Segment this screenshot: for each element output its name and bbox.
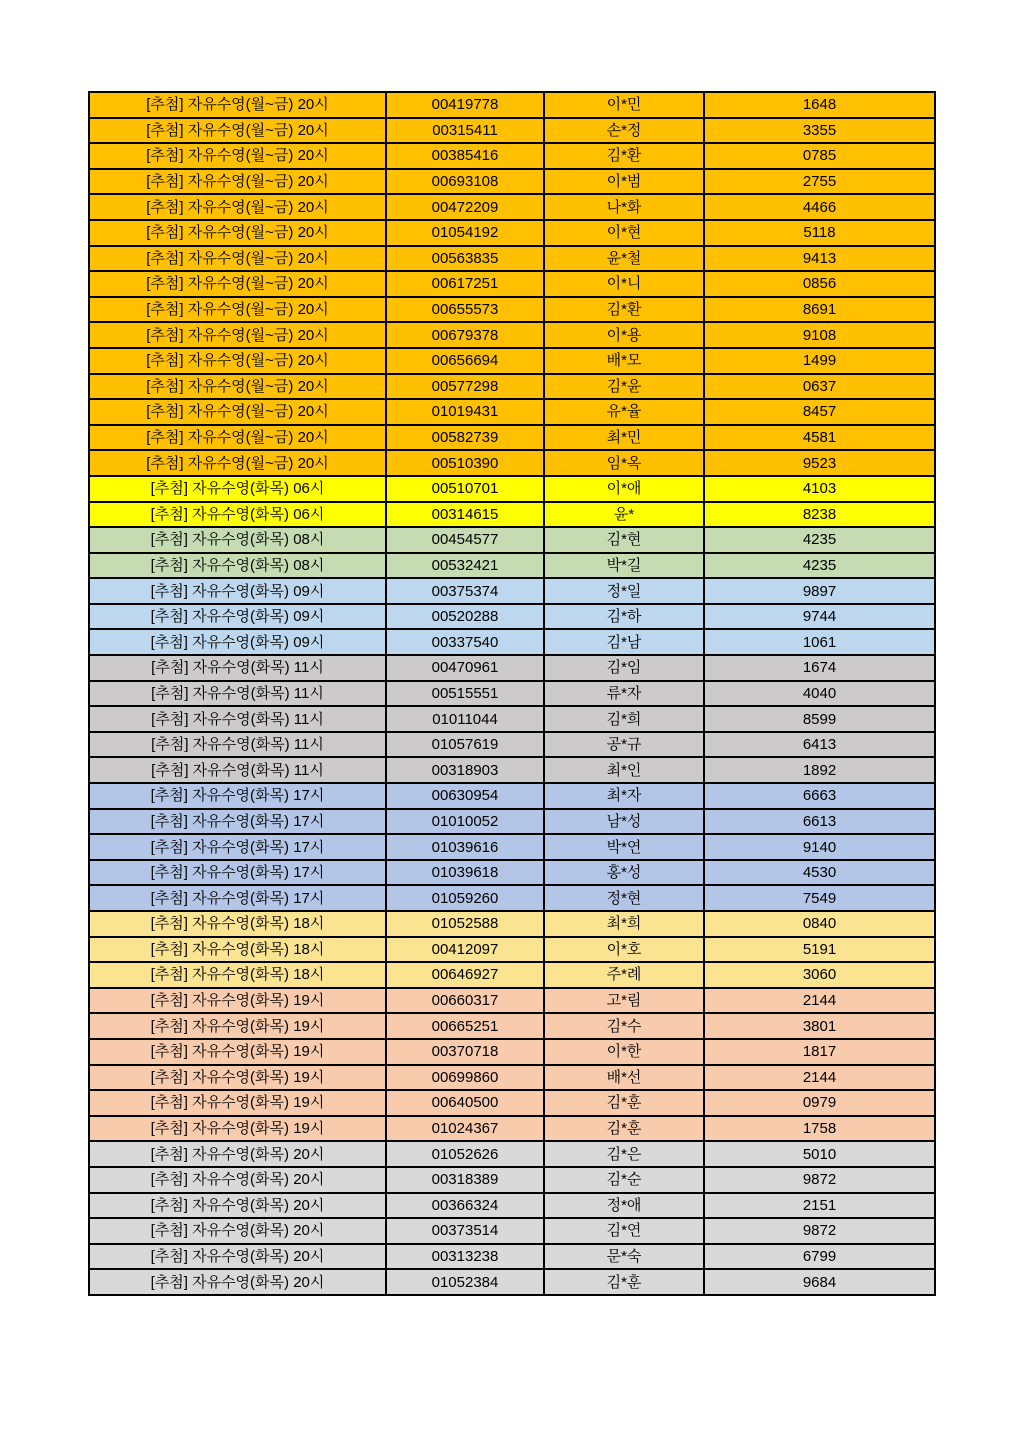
member-id-cell: 00660317 <box>386 988 544 1014</box>
name-cell: 류*자 <box>544 681 704 707</box>
code-cell: 8599 <box>704 706 935 732</box>
member-id-cell: 01052384 <box>386 1269 544 1295</box>
program-cell: [추첨] 자유수영(화목) 19시 <box>89 1013 386 1039</box>
program-cell: [추첨] 자유수영(화목) 11시 <box>89 655 386 681</box>
name-cell: 이*용 <box>544 322 704 348</box>
program-cell: [추첨] 자유수영(월~금) 20시 <box>89 399 386 425</box>
program-cell: [추첨] 자유수영(월~금) 20시 <box>89 118 386 144</box>
program-cell: [추첨] 자유수영(월~금) 20시 <box>89 348 386 374</box>
member-id-cell: 01059260 <box>386 885 544 911</box>
member-id-cell: 01011044 <box>386 706 544 732</box>
table-row <box>89 1244 935 1270</box>
name-cell: 김*은 <box>544 1141 704 1167</box>
code-cell: 2144 <box>704 988 935 1014</box>
name-cell: 김*희 <box>544 706 704 732</box>
program-cell: [추첨] 자유수영(화목) 08시 <box>89 527 386 553</box>
program-cell: [추첨] 자유수영(화목) 11시 <box>89 732 386 758</box>
table-row <box>89 322 935 348</box>
table-row <box>89 348 935 374</box>
name-cell: 손*정 <box>544 118 704 144</box>
member-id-cell: 00370718 <box>386 1039 544 1065</box>
member-id-cell: 00520288 <box>386 604 544 630</box>
name-cell: 김*훈 <box>544 1116 704 1142</box>
name-cell: 최*인 <box>544 757 704 783</box>
name-cell: 이*니 <box>544 271 704 297</box>
program-cell: [추첨] 자유수영(화목) 20시 <box>89 1193 386 1219</box>
name-cell: 윤*철 <box>544 246 704 272</box>
program-cell: [추첨] 자유수영(화목) 19시 <box>89 1116 386 1142</box>
table-row <box>89 834 935 860</box>
member-id-cell: 01039616 <box>386 834 544 860</box>
name-cell: 남*성 <box>544 809 704 835</box>
table-row <box>89 553 935 579</box>
code-cell: 3060 <box>704 962 935 988</box>
program-cell: [추첨] 자유수영(화목) 18시 <box>89 937 386 963</box>
table-row <box>89 92 935 118</box>
name-cell: 김*현 <box>544 527 704 553</box>
name-cell: 김*수 <box>544 1013 704 1039</box>
table-row <box>89 655 935 681</box>
table-row <box>89 425 935 451</box>
name-cell: 유*율 <box>544 399 704 425</box>
program-cell: [추첨] 자유수영(화목) 11시 <box>89 757 386 783</box>
table-row <box>89 937 935 963</box>
program-cell: [추첨] 자유수영(월~금) 20시 <box>89 450 386 476</box>
member-id-cell: 01052588 <box>386 911 544 937</box>
member-id-cell: 00665251 <box>386 1013 544 1039</box>
program-cell: [추첨] 자유수영(월~금) 20시 <box>89 143 386 169</box>
member-id-cell: 00375374 <box>386 578 544 604</box>
member-id-cell: 00699860 <box>386 1065 544 1091</box>
program-cell: [추첨] 자유수영(화목) 20시 <box>89 1141 386 1167</box>
code-cell: 9684 <box>704 1269 935 1295</box>
member-id-cell: 01054192 <box>386 220 544 246</box>
member-id-cell: 00563835 <box>386 246 544 272</box>
program-cell: [추첨] 자유수영(화목) 06시 <box>89 476 386 502</box>
member-id-cell: 00454577 <box>386 527 544 553</box>
code-cell: 1892 <box>704 757 935 783</box>
code-cell: 0856 <box>704 271 935 297</box>
name-cell: 고*림 <box>544 988 704 1014</box>
code-cell: 4581 <box>704 425 935 451</box>
code-cell: 9744 <box>704 604 935 630</box>
table-row <box>89 476 935 502</box>
name-cell: 박*연 <box>544 834 704 860</box>
table-row <box>89 962 935 988</box>
code-cell: 9872 <box>704 1218 935 1244</box>
table-row <box>89 783 935 809</box>
name-cell: 문*숙 <box>544 1244 704 1270</box>
code-cell: 9523 <box>704 450 935 476</box>
member-id-cell: 01057619 <box>386 732 544 758</box>
name-cell: 김*환 <box>544 297 704 323</box>
table-row <box>89 757 935 783</box>
code-cell: 9872 <box>704 1167 935 1193</box>
member-id-cell: 00693108 <box>386 169 544 195</box>
program-cell: [추첨] 자유수영(화목) 11시 <box>89 681 386 707</box>
name-cell: 정*현 <box>544 885 704 911</box>
member-id-cell: 00419778 <box>386 92 544 118</box>
table-row <box>89 399 935 425</box>
table-row <box>89 604 935 630</box>
name-cell: 주*례 <box>544 962 704 988</box>
member-id-cell: 01052626 <box>386 1141 544 1167</box>
code-cell: 5118 <box>704 220 935 246</box>
member-id-cell: 00373514 <box>386 1218 544 1244</box>
table-row <box>89 629 935 655</box>
member-id-cell: 01010052 <box>386 809 544 835</box>
code-cell: 4235 <box>704 553 935 579</box>
table-row <box>89 450 935 476</box>
code-cell: 2151 <box>704 1193 935 1219</box>
table-row <box>89 860 935 886</box>
member-id-cell: 00582739 <box>386 425 544 451</box>
table-row <box>89 1090 935 1116</box>
code-cell: 6613 <box>704 809 935 835</box>
table-row <box>89 271 935 297</box>
name-cell: 김*환 <box>544 143 704 169</box>
code-cell: 6663 <box>704 783 935 809</box>
program-cell: [추첨] 자유수영(화목) 17시 <box>89 885 386 911</box>
name-cell: 박*길 <box>544 553 704 579</box>
program-cell: [추첨] 자유수영(월~금) 20시 <box>89 92 386 118</box>
member-id-cell: 00313238 <box>386 1244 544 1270</box>
table-row <box>89 220 935 246</box>
code-cell: 3355 <box>704 118 935 144</box>
name-cell: 김*연 <box>544 1218 704 1244</box>
name-cell: 최*희 <box>544 911 704 937</box>
name-cell: 이*애 <box>544 476 704 502</box>
name-cell: 정*일 <box>544 578 704 604</box>
program-cell: [추첨] 자유수영(화목) 19시 <box>89 1090 386 1116</box>
name-cell: 이*한 <box>544 1039 704 1065</box>
program-cell: [추첨] 자유수영(화목) 17시 <box>89 809 386 835</box>
name-cell: 윤* <box>544 502 704 528</box>
program-cell: [추첨] 자유수영(화목) 19시 <box>89 1065 386 1091</box>
table-row <box>89 988 935 1014</box>
member-id-cell: 00515551 <box>386 681 544 707</box>
table-row <box>89 169 935 195</box>
member-id-cell: 00510701 <box>386 476 544 502</box>
code-cell: 9140 <box>704 834 935 860</box>
program-cell: [추첨] 자유수영(화목) 18시 <box>89 911 386 937</box>
name-cell: 최*민 <box>544 425 704 451</box>
program-cell: [추첨] 자유수영(월~금) 20시 <box>89 297 386 323</box>
name-cell: 임*옥 <box>544 450 704 476</box>
table-row <box>89 1141 935 1167</box>
member-id-cell: 00646927 <box>386 962 544 988</box>
table-row <box>89 1013 935 1039</box>
code-cell: 1061 <box>704 629 935 655</box>
program-cell: [추첨] 자유수영(월~금) 20시 <box>89 271 386 297</box>
name-cell: 배*선 <box>544 1065 704 1091</box>
table-row <box>89 1065 935 1091</box>
program-cell: [추첨] 자유수영(화목) 17시 <box>89 860 386 886</box>
code-cell: 2144 <box>704 1065 935 1091</box>
table-row <box>89 527 935 553</box>
table-row <box>89 1193 935 1219</box>
name-cell: 홍*성 <box>544 860 704 886</box>
code-cell: 1817 <box>704 1039 935 1065</box>
name-cell: 공*규 <box>544 732 704 758</box>
program-cell: [추첨] 자유수영(화목) 19시 <box>89 1039 386 1065</box>
code-cell: 1648 <box>704 92 935 118</box>
code-cell: 2755 <box>704 169 935 195</box>
table-row <box>89 374 935 400</box>
member-id-cell: 00656694 <box>386 348 544 374</box>
name-cell: 이*현 <box>544 220 704 246</box>
member-id-cell: 00366324 <box>386 1193 544 1219</box>
code-cell: 3801 <box>704 1013 935 1039</box>
program-cell: [추첨] 자유수영(월~금) 20시 <box>89 220 386 246</box>
code-cell: 1674 <box>704 655 935 681</box>
member-id-cell: 00385416 <box>386 143 544 169</box>
table-row <box>89 194 935 220</box>
member-id-cell: 00510390 <box>386 450 544 476</box>
name-cell: 김*훈 <box>544 1090 704 1116</box>
code-cell: 4466 <box>704 194 935 220</box>
program-cell: [추첨] 자유수영(월~금) 20시 <box>89 246 386 272</box>
code-cell: 1499 <box>704 348 935 374</box>
table-row <box>89 1116 935 1142</box>
member-id-cell: 01039618 <box>386 860 544 886</box>
name-cell: 배*모 <box>544 348 704 374</box>
member-id-cell: 00318389 <box>386 1167 544 1193</box>
program-cell: [추첨] 자유수영(화목) 18시 <box>89 962 386 988</box>
name-cell: 이*범 <box>544 169 704 195</box>
member-id-cell: 00472209 <box>386 194 544 220</box>
program-cell: [추첨] 자유수영(화목) 20시 <box>89 1167 386 1193</box>
code-cell: 8238 <box>704 502 935 528</box>
lottery-results-table <box>88 91 936 1296</box>
table-row <box>89 911 935 937</box>
program-cell: [추첨] 자유수영(화목) 17시 <box>89 834 386 860</box>
member-id-cell: 00532421 <box>386 553 544 579</box>
code-cell: 8691 <box>704 297 935 323</box>
program-cell: [추첨] 자유수영(화목) 09시 <box>89 578 386 604</box>
code-cell: 0637 <box>704 374 935 400</box>
program-cell: [추첨] 자유수영(화목) 11시 <box>89 706 386 732</box>
program-cell: [추첨] 자유수영(월~금) 20시 <box>89 322 386 348</box>
program-cell: [추첨] 자유수영(화목) 20시 <box>89 1269 386 1295</box>
code-cell: 6799 <box>704 1244 935 1270</box>
member-id-cell: 00315411 <box>386 118 544 144</box>
member-id-cell: 00470961 <box>386 655 544 681</box>
name-cell: 김*임 <box>544 655 704 681</box>
member-id-cell: 00679378 <box>386 322 544 348</box>
table-row <box>89 118 935 144</box>
member-id-cell: 01024367 <box>386 1116 544 1142</box>
program-cell: [추첨] 자유수영(화목) 20시 <box>89 1244 386 1270</box>
table-row <box>89 246 935 272</box>
code-cell: 0785 <box>704 143 935 169</box>
member-id-cell: 00640500 <box>386 1090 544 1116</box>
code-cell: 7549 <box>704 885 935 911</box>
code-cell: 4040 <box>704 681 935 707</box>
name-cell: 최*자 <box>544 783 704 809</box>
member-id-cell: 00337540 <box>386 629 544 655</box>
code-cell: 4235 <box>704 527 935 553</box>
code-cell: 6413 <box>704 732 935 758</box>
program-cell: [추첨] 자유수영(월~금) 20시 <box>89 169 386 195</box>
table-row <box>89 578 935 604</box>
table-body <box>89 92 935 1295</box>
code-cell: 9897 <box>704 578 935 604</box>
name-cell: 김*남 <box>544 629 704 655</box>
code-cell: 8457 <box>704 399 935 425</box>
code-cell: 1758 <box>704 1116 935 1142</box>
program-cell: [추첨] 자유수영(월~금) 20시 <box>89 194 386 220</box>
table-row <box>89 732 935 758</box>
name-cell: 정*애 <box>544 1193 704 1219</box>
code-cell: 5010 <box>704 1141 935 1167</box>
program-cell: [추첨] 자유수영(화목) 20시 <box>89 1218 386 1244</box>
name-cell: 이*민 <box>544 92 704 118</box>
name-cell: 김*하 <box>544 604 704 630</box>
name-cell: 김*윤 <box>544 374 704 400</box>
program-cell: [추첨] 자유수영(월~금) 20시 <box>89 374 386 400</box>
table-row <box>89 681 935 707</box>
member-id-cell: 00617251 <box>386 271 544 297</box>
member-id-cell: 01019431 <box>386 399 544 425</box>
table-row <box>89 297 935 323</box>
table-row <box>89 143 935 169</box>
member-id-cell: 00655573 <box>386 297 544 323</box>
member-id-cell: 00314615 <box>386 502 544 528</box>
member-id-cell: 00630954 <box>386 783 544 809</box>
program-cell: [추첨] 자유수영(화목) 08시 <box>89 553 386 579</box>
code-cell: 5191 <box>704 937 935 963</box>
program-cell: [추첨] 자유수영(화목) 19시 <box>89 988 386 1014</box>
program-cell: [추첨] 자유수영(화목) 17시 <box>89 783 386 809</box>
member-id-cell: 00412097 <box>386 937 544 963</box>
member-id-cell: 00577298 <box>386 374 544 400</box>
table-row <box>89 1039 935 1065</box>
program-cell: [추첨] 자유수영(월~금) 20시 <box>89 425 386 451</box>
member-id-cell: 00318903 <box>386 757 544 783</box>
code-cell: 4103 <box>704 476 935 502</box>
program-cell: [추첨] 자유수영(화목) 06시 <box>89 502 386 528</box>
table-row <box>89 706 935 732</box>
table-row <box>89 1269 935 1295</box>
name-cell: 이*호 <box>544 937 704 963</box>
table-row <box>89 809 935 835</box>
code-cell: 0979 <box>704 1090 935 1116</box>
table-row <box>89 502 935 528</box>
code-cell: 9413 <box>704 246 935 272</box>
name-cell: 김*순 <box>544 1167 704 1193</box>
table-row <box>89 885 935 911</box>
code-cell: 0840 <box>704 911 935 937</box>
table-row <box>89 1167 935 1193</box>
code-cell: 9108 <box>704 322 935 348</box>
name-cell: 김*훈 <box>544 1269 704 1295</box>
program-cell: [추첨] 자유수영(화목) 09시 <box>89 604 386 630</box>
program-cell: [추첨] 자유수영(화목) 09시 <box>89 629 386 655</box>
code-cell: 4530 <box>704 860 935 886</box>
table-row <box>89 1218 935 1244</box>
name-cell: 나*화 <box>544 194 704 220</box>
